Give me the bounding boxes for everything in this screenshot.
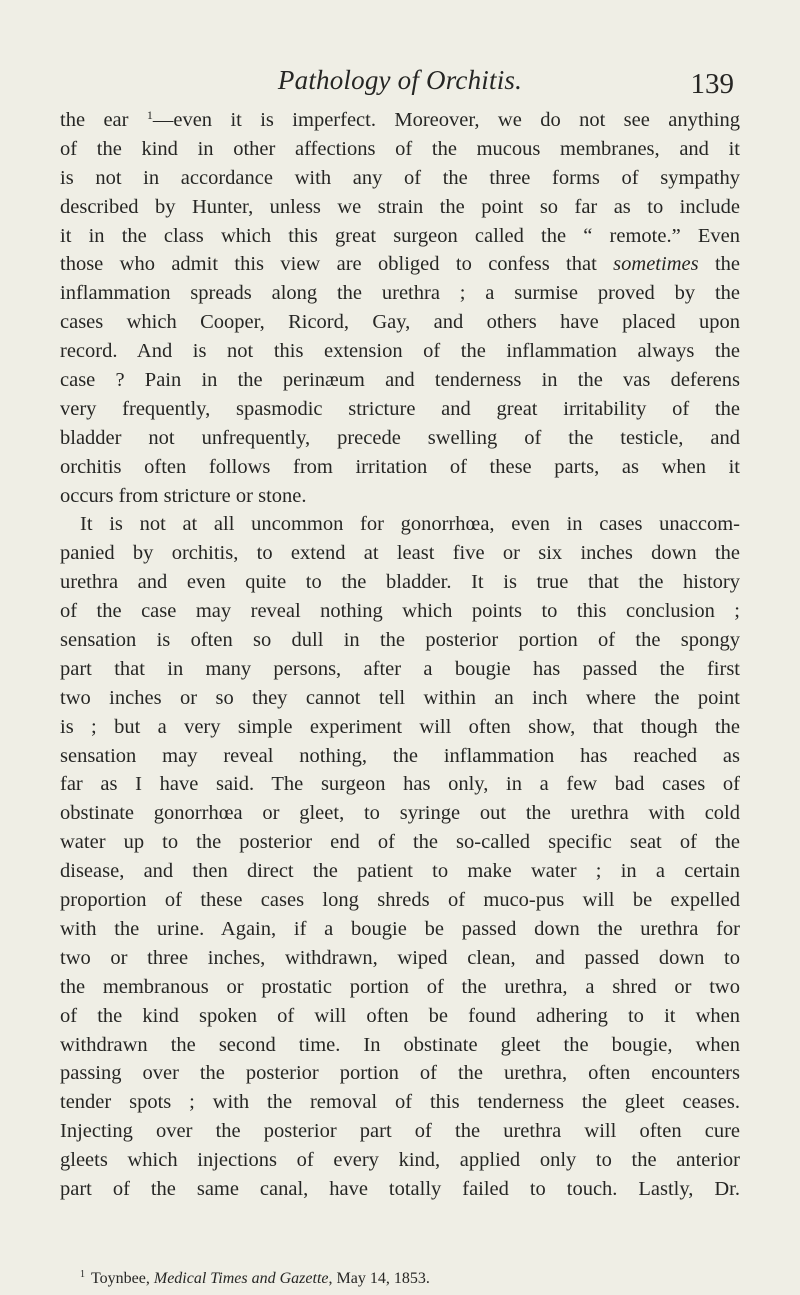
text-line: disease, and then direct the patient to make water ; in a certain	[60, 860, 740, 883]
text-line: inflammation spreads along the urethra ; a surmise proved by the	[60, 282, 740, 305]
text-line: with the urine. Again, if a bougie be passed down the urethra for	[60, 917, 740, 940]
text-line: part of the same canal, have totally failed to touch. Lastly, Dr.	[60, 1177, 740, 1200]
text-line: far as I have said. The surgeon has only, in a few bad cases of	[60, 773, 740, 796]
text-line: described by Hunter, unless we strain the point so far as to include	[60, 195, 740, 218]
text-line: urethra and even quite to the bladder. It is true that the history	[60, 571, 740, 594]
text-line: orchitis often follows from irritation of these parts, as when it	[60, 455, 740, 478]
text-line: it in the class which this great surgeon called the “ remote.” Even	[60, 224, 740, 247]
running-head	[60, 62, 740, 102]
emphasis: sometimes	[613, 253, 699, 276]
text-line: of the kind in other affections of the mucous membranes, and it	[60, 137, 740, 160]
text-line: sensation may reveal nothing, the inflammation has reached as	[60, 744, 740, 767]
text-line: two or three inches, withdrawn, wiped clean, and passed down to	[60, 946, 740, 969]
body-text	[60, 106, 740, 1204]
text-line: case ? Pain in the perinæum and tenderness in the vas deferens	[60, 369, 740, 392]
text-line: cases which Cooper, Ricord, Gay, and others have placed upon	[60, 311, 740, 334]
text-line: It is not at all uncommon for gonorrhœa, even in cases unaccom-	[80, 513, 740, 536]
footnote-journal: Medical Times and Gazette	[153, 1270, 329, 1287]
text-line: gleets which injections of every kind, applied only to the anterior	[60, 1149, 740, 1172]
text-line: the membranous or prostatic portion of the urethra, a shred or two	[60, 975, 740, 998]
text-line: is ; but a very simple experiment will often show, that though the	[60, 715, 740, 738]
text-line: very frequently, spasmodic stricture and great irritability of the	[60, 397, 740, 420]
text-line: panied by orchitis, to extend at least five or six inches down the	[60, 542, 740, 565]
footnote-mark: 1	[80, 1269, 85, 1280]
text-line: two inches or so they cannot tell within an inch where the point	[60, 686, 740, 709]
text-line: record. And is not this extension of the inflammation always the	[60, 340, 740, 363]
text-line: tender spots ; with the removal of this tenderness the gleet ceases.	[60, 1091, 740, 1114]
text-line: withdrawn the second time. In obstinate gleet the bougie, when	[60, 1033, 740, 1056]
footnote-date: , May 14, 1853.	[328, 1270, 430, 1287]
footnote	[80, 1265, 430, 1289]
text-line: occurs from stricture or stone.	[60, 484, 307, 507]
text-line: bladder not unfrequently, precede swelling of the testicle, and	[60, 426, 740, 449]
text-line: water up to the posterior end of the so-called specific seat of the	[60, 831, 740, 854]
text-line: of the case may reveal nothing which points to this conclusion ;	[60, 600, 740, 623]
text-line: passing over the posterior portion of the urethra, often encounters	[60, 1062, 740, 1085]
text-line: part that in many persons, after a bougie has passed the first	[60, 657, 740, 680]
text-line: those who admit this view are obliged to confess that sometimes the	[60, 253, 740, 276]
text-line: the ear $^1$—even it is imperfect. Moreover, we do not see anything	[60, 108, 740, 131]
text-line: is not in accordance with any of the three forms of sympathy	[60, 166, 740, 189]
text-line: Injecting over the posterior part of the urethra will often cure	[60, 1120, 740, 1143]
text-line: sensation is often so dull in the posterior portion of the spongy	[60, 629, 740, 652]
text-line: proportion of these cases long shreds of muco-pus will be expelled	[60, 889, 740, 912]
footnote-author: Toynbee,	[91, 1270, 154, 1287]
page-title: Pathology of Orchitis.	[277, 65, 523, 95]
page-number: 139	[690, 68, 734, 100]
text-line: of the kind spoken of will often be found adhering to it when	[60, 1004, 740, 1027]
text-line: obstinate gonorrhœa or gleet, to syringe out the urethra with cold	[60, 802, 740, 825]
footnote-reference: 1	[146, 108, 153, 122]
